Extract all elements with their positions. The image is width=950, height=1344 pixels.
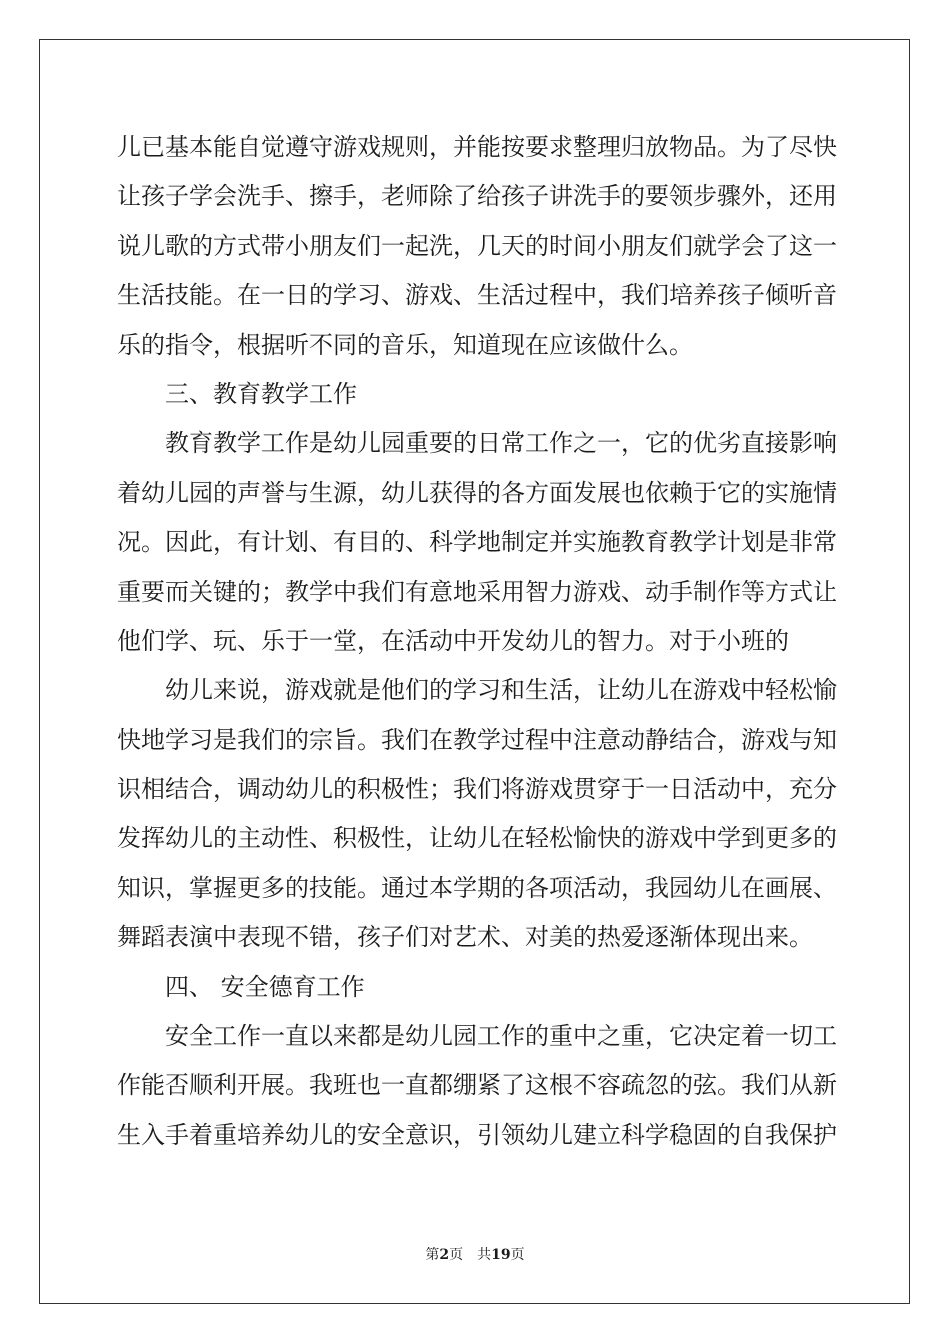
text-line: 舞蹈表演中表现不错，孩子们对艺术、对美的热爱逐渐体现出来。 <box>117 923 813 952</box>
text-line: 教育教学工作是幼儿园重要的日常工作之一，它的优劣直接影响 <box>165 429 837 458</box>
text-line: 幼儿来说，游戏就是他们的学习和生活，让幼儿在游戏中轻松愉 <box>165 676 837 705</box>
text-line: 着幼儿园的声誉与生源，幼儿获得的各方面发展也依赖于它的实施情 <box>117 478 837 507</box>
total-pages: 19 <box>491 1247 511 1263</box>
text-line: 乐的指令，根据听不同的音乐，知道现在应该做什么。 <box>117 330 693 359</box>
text-line: 识相结合，调动幼儿的积极性；我们将游戏贯穿于一日活动中，充分 <box>117 775 837 804</box>
text-line: 发挥幼儿的主动性、积极性，让幼儿在轻松愉快的游戏中学到更多的 <box>117 824 837 853</box>
document-body <box>117 123 837 1160</box>
text-line: 重要而关键的；教学中我们有意地采用智力游戏、动手制作等方式让 <box>117 577 837 606</box>
text-line: 说儿歌的方式带小朋友们一起洗，几天的时间小朋友们就学会了这一 <box>117 231 837 260</box>
text-line: 快地学习是我们的宗旨。我们在教学过程中注意动静结合，游戏与知 <box>117 725 837 754</box>
page-footer <box>0 1244 950 1264</box>
text-line: 安全工作一直以来都是幼儿园工作的重中之重，它决定着一切工 <box>165 1022 837 1051</box>
total-suffix: 页 <box>510 1247 525 1263</box>
text-line: 四、 安全德育工作 <box>165 972 365 1001</box>
text-line: 让孩子学会洗手、擦手，老师除了给孩子讲洗手的要领步骤外，还用 <box>117 182 837 211</box>
total-prefix: 共 <box>477 1247 492 1263</box>
text-line: 生活技能。在一日的学习、游戏、生活过程中，我们培养孩子倾听音 <box>117 281 837 310</box>
page-suffix: 页 <box>449 1247 464 1263</box>
text-line: 作能否顺利开展。我班也一直都绷紧了这根不容疏忽的弦。我们从新 <box>117 1071 837 1100</box>
text-line: 况。因此，有计划、有目的、科学地制定并实施教育教学计划是非常 <box>117 528 837 557</box>
text-line: 三、教育教学工作 <box>165 379 357 408</box>
text-line: 他们学、玩、乐于一堂，在活动中开发幼儿的智力。对于小班的 <box>117 626 789 655</box>
page-number: 2 <box>439 1247 450 1263</box>
text-line: 生入手着重培养幼儿的安全意识，引领幼儿建立科学稳固的自我保护 <box>117 1120 837 1149</box>
page-prefix: 第 <box>425 1247 440 1263</box>
text-line: 儿已基本能自觉遵守游戏规则，并能按要求整理归放物品。为了尽快 <box>117 133 837 161</box>
text-line: 知识，掌握更多的技能。通过本学期的各项活动，我园幼儿在画展、 <box>117 873 837 902</box>
